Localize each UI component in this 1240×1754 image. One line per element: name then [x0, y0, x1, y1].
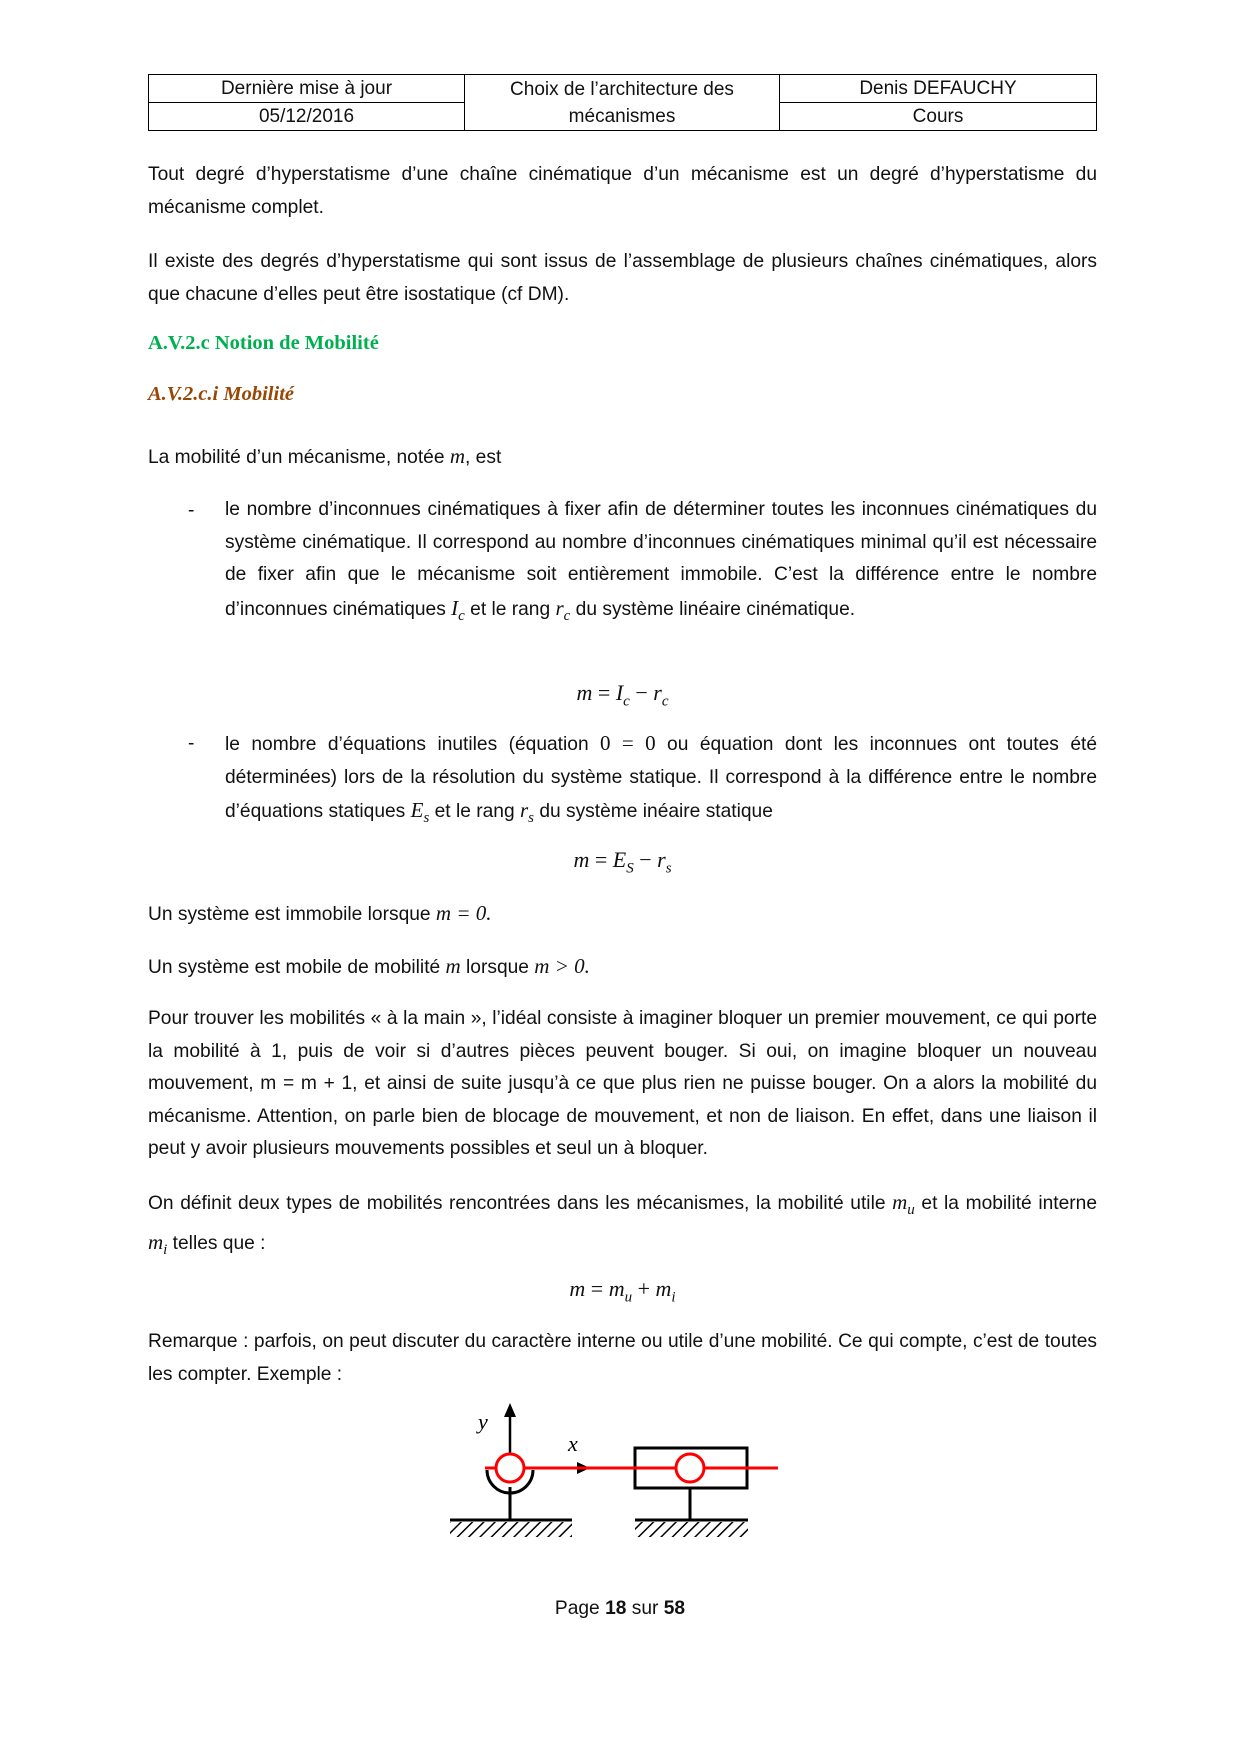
types-text-b: et la mobilité interne	[914, 1193, 1097, 1214]
footer-total-pages: 58	[663, 1598, 686, 1619]
equation-mobility-sum	[148, 1276, 1097, 1306]
last-update-label: Dernière mise à jour	[149, 75, 465, 103]
eq2-display: $m = E_S - r_s$	[573, 847, 672, 877]
math-mu: m	[892, 1190, 908, 1214]
b1-text-c: du système linéaire cinématique.	[570, 598, 856, 620]
intro-text-b: , est	[465, 447, 502, 468]
document-type: Cours	[780, 103, 1097, 131]
intro-text-a: La mobilité d’un mécanisme, notée	[148, 447, 450, 468]
b1-text-a: le nombre d’inconnues cinématiques à fixer afin de déterminer toutes les inconnues cinématiques du système cinématique. Il correspond au nombre d’inconnues cinématiques minimal qu’il est nécessaire de fixer afin que le mécanisme soit entièrement immobile. C’est la différence entre le nombre d’inconnues cinématiques	[225, 499, 1097, 620]
math-mu-sub: u	[907, 1201, 915, 1218]
y-axis-arrow	[504, 1403, 516, 1417]
paragraph-hyperstatism-chain: Tout degré d’hyperstatisme d’une chaîne cinématique d’un mécanisme est un degré d’hyperstatisme du mécanisme complet.	[148, 164, 1097, 218]
page-header-table	[148, 74, 1097, 131]
section-heading: A.V.2.c Notion de Mobilité	[148, 332, 379, 354]
mobile-text-b: lorsque	[460, 957, 535, 978]
equation-static-mobility	[148, 847, 1097, 877]
types-text-c: telles que :	[167, 1233, 266, 1255]
document-title	[465, 75, 780, 131]
eq1-display: $m = I_c - r_c$	[576, 680, 669, 710]
math-rc: r	[555, 595, 564, 620]
bullet-static	[225, 727, 1097, 834]
b2-text-a: le nombre d’équations inutiles (équation	[225, 734, 601, 755]
math-m: m	[449, 444, 466, 468]
math-mi-sub: i	[163, 1242, 168, 1259]
paragraph-hyperstatism-assembly: Il existe des degrés d’hyperstatisme qui sont issus de l’assemblage de plusieurs chaînes cinématiques, alors que chacune d’elles peut être isostatique (cf DM).	[148, 251, 1097, 305]
math-Ic-sub: c	[458, 607, 465, 624]
x-axis-label: x⃗	[568, 1431, 595, 1456]
math-rs: r	[519, 798, 529, 822]
bullet-dash-1: -	[188, 500, 195, 521]
b2-text-c: et le rang	[429, 801, 520, 822]
subsection-heading: A.V.2.c.i Mobilité	[148, 383, 294, 405]
b1-text-b: et le rang	[464, 598, 556, 620]
y-axis-label: y⃗	[478, 1409, 505, 1434]
ground-hatch-left	[450, 1522, 572, 1537]
bullet-dash-2: -	[188, 733, 195, 754]
immobile-condition	[148, 897, 1097, 932]
equation-kinematic-mobility	[148, 680, 1097, 710]
slider-joint-circle	[676, 1454, 704, 1482]
mobile-text-a: Un système est mobile de mobilité	[148, 957, 446, 978]
math-Ic: I	[451, 595, 459, 620]
author-name: Denis DEFAUCHY	[780, 75, 1097, 103]
immobile-text: Un système est immobile lorsque	[148, 904, 436, 925]
ground-hatch-right	[635, 1522, 748, 1537]
footer-page-number: 18	[605, 1598, 627, 1619]
math-Es: E	[410, 798, 424, 822]
mobility-intro	[148, 440, 1097, 475]
b2-text-d: du système inéaire statique	[533, 801, 773, 822]
bullet-kinematic	[225, 494, 1097, 632]
footer-of-label: sur	[626, 1598, 664, 1619]
math-immobile-cond: m = 0.	[435, 901, 492, 925]
footer-page-label: Page	[554, 1598, 606, 1619]
math-mi: m	[148, 1230, 164, 1255]
math-rs-sub: s	[528, 809, 534, 826]
types-text-a: On définit deux types de mobilités rencontrées dans les mécanismes, la mobilité utile	[148, 1193, 893, 1214]
update-date: 05/12/2016	[149, 103, 465, 131]
document-title-line2: mécanismes	[568, 105, 676, 127]
eq3-display: $m = m_u + m_i$	[569, 1276, 676, 1306]
b2-text-b: ou équation dont les inconnues ont toutes été déterminées) lors de la résolution du système statique. Il correspond à la différence entre le nombre d’équations statiques	[225, 734, 1098, 822]
math-zero-eq: 0 = 0	[600, 731, 656, 755]
remark-paragraph: Remarque : parfois, on peut discuter du caractère interne ou utile d’une mobilité. Ce qui compte, c’est de toutes les compter. Exemple :	[148, 1331, 1097, 1385]
mechanism-diagram	[440, 1395, 820, 1560]
math-m-2: m	[445, 954, 461, 978]
pivot-joint-circle	[496, 1454, 524, 1482]
document-title-line1: Choix de l’architecture des	[510, 78, 734, 100]
math-Es-sub: s	[423, 809, 430, 826]
math-mobile-cond: m > 0.	[534, 954, 590, 978]
mobile-condition	[148, 950, 1097, 985]
page-footer	[0, 1598, 1240, 1620]
paragraph-mobility-types	[148, 1186, 1097, 1267]
math-rc-sub: c	[563, 607, 571, 624]
paragraph-find-mobility: Pour trouver les mobilités « à la main », l’idéal consiste à imaginer bloquer un premier mouvement, ce qui porte la mobilité à 1, puis de voir si d’autres pièces peuvent bouger. Si oui, on imagine bloquer un nouveau mouvement, m = m + 1, et ainsi de suite jusqu’à ce que plus rien ne puisse bouger. On a alors la mobilité du mécanisme. Attention, on parle bien de blocage de mouvement, et non de liaison. En effet, dans une liaison il peut y avoir plusieurs mouvements possibles et seul un à bloquer.	[148, 1008, 1097, 1159]
